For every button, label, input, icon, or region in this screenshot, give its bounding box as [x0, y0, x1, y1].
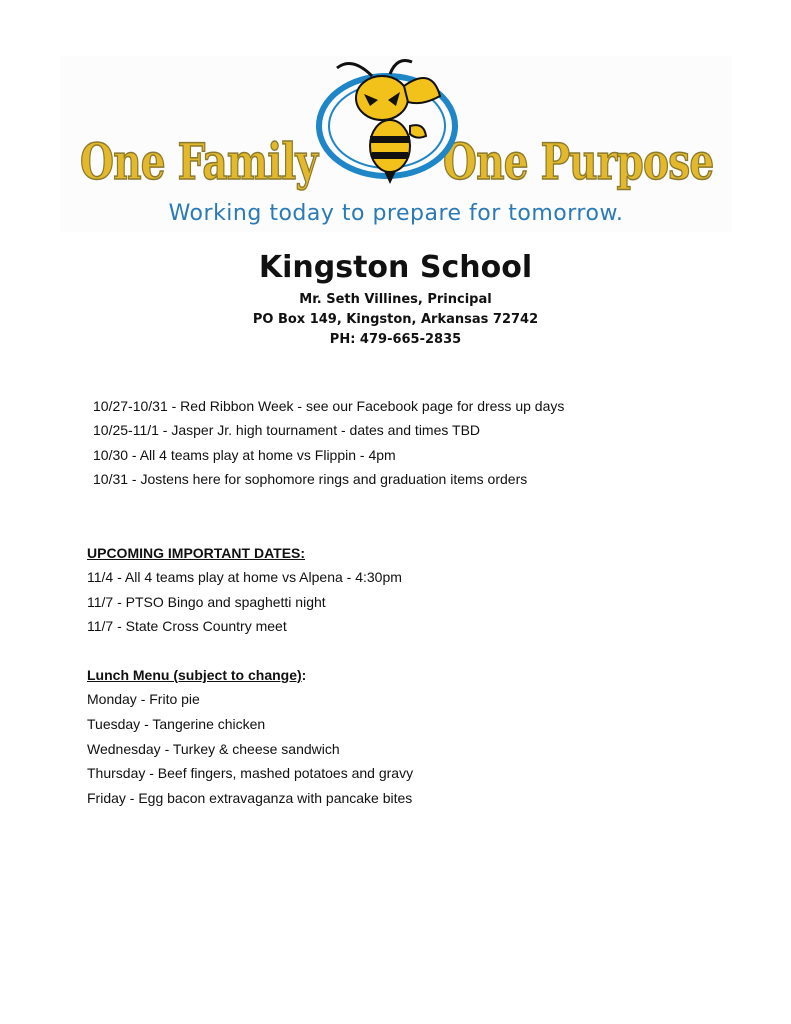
tagline: Working today to prepare for tomorrow. [168, 201, 624, 226]
event-item: 10/30 - All 4 teams play at home vs Flippin - 4pm [93, 447, 396, 463]
school-phone: PH: 479-665-2835 [329, 332, 462, 347]
school-name: Kingston School [258, 250, 533, 285]
slogan-right: One Purpose [443, 132, 714, 191]
lunch-item: Friday - Egg bacon extravaganza with pancake bites [87, 790, 413, 806]
event-item: 10/27-10/31 - Red Ribbon Week - see our Facebook page for dress up days [93, 398, 565, 414]
upcoming-heading: UPCOMING IMPORTANT DATES: [87, 545, 306, 561]
lunch-item: Monday - Frito pie [87, 691, 200, 707]
slogan-left: One Family [80, 132, 318, 191]
event-item: 10/31 - Jostens here for sophomore rings and graduation items orders [93, 471, 528, 487]
lunch-item: Thursday - Beef fingers, mashed potatoes and gravy [87, 765, 414, 781]
school-address: PO Box 149, Kingston, Arkansas 72742 [252, 312, 539, 327]
event-item: 10/25-11/1 - Jasper Jr. high tournament - dates and times TBD [93, 422, 481, 438]
lunch-item: Wednesday - Turkey & cheese sandwich [87, 741, 340, 757]
lunch-heading-text: Lunch Menu (subject to change) [87, 667, 302, 683]
lunch-heading-colon: : [301, 667, 307, 683]
hornet-mascot-logo [312, 56, 462, 186]
principal-name: Mr. Seth Villines, Principal [299, 292, 492, 307]
lunch-heading [87, 667, 306, 683]
upcoming-item: 11/4 - All 4 teams play at home vs Alpena - 4:30pm [87, 569, 402, 585]
upcoming-item: 11/7 - PTSO Bingo and spaghetti night [87, 594, 326, 610]
lunch-item: Tuesday - Tangerine chicken [87, 716, 266, 732]
school-banner [60, 56, 732, 232]
upcoming-item: 11/7 - State Cross Country meet [87, 618, 287, 634]
